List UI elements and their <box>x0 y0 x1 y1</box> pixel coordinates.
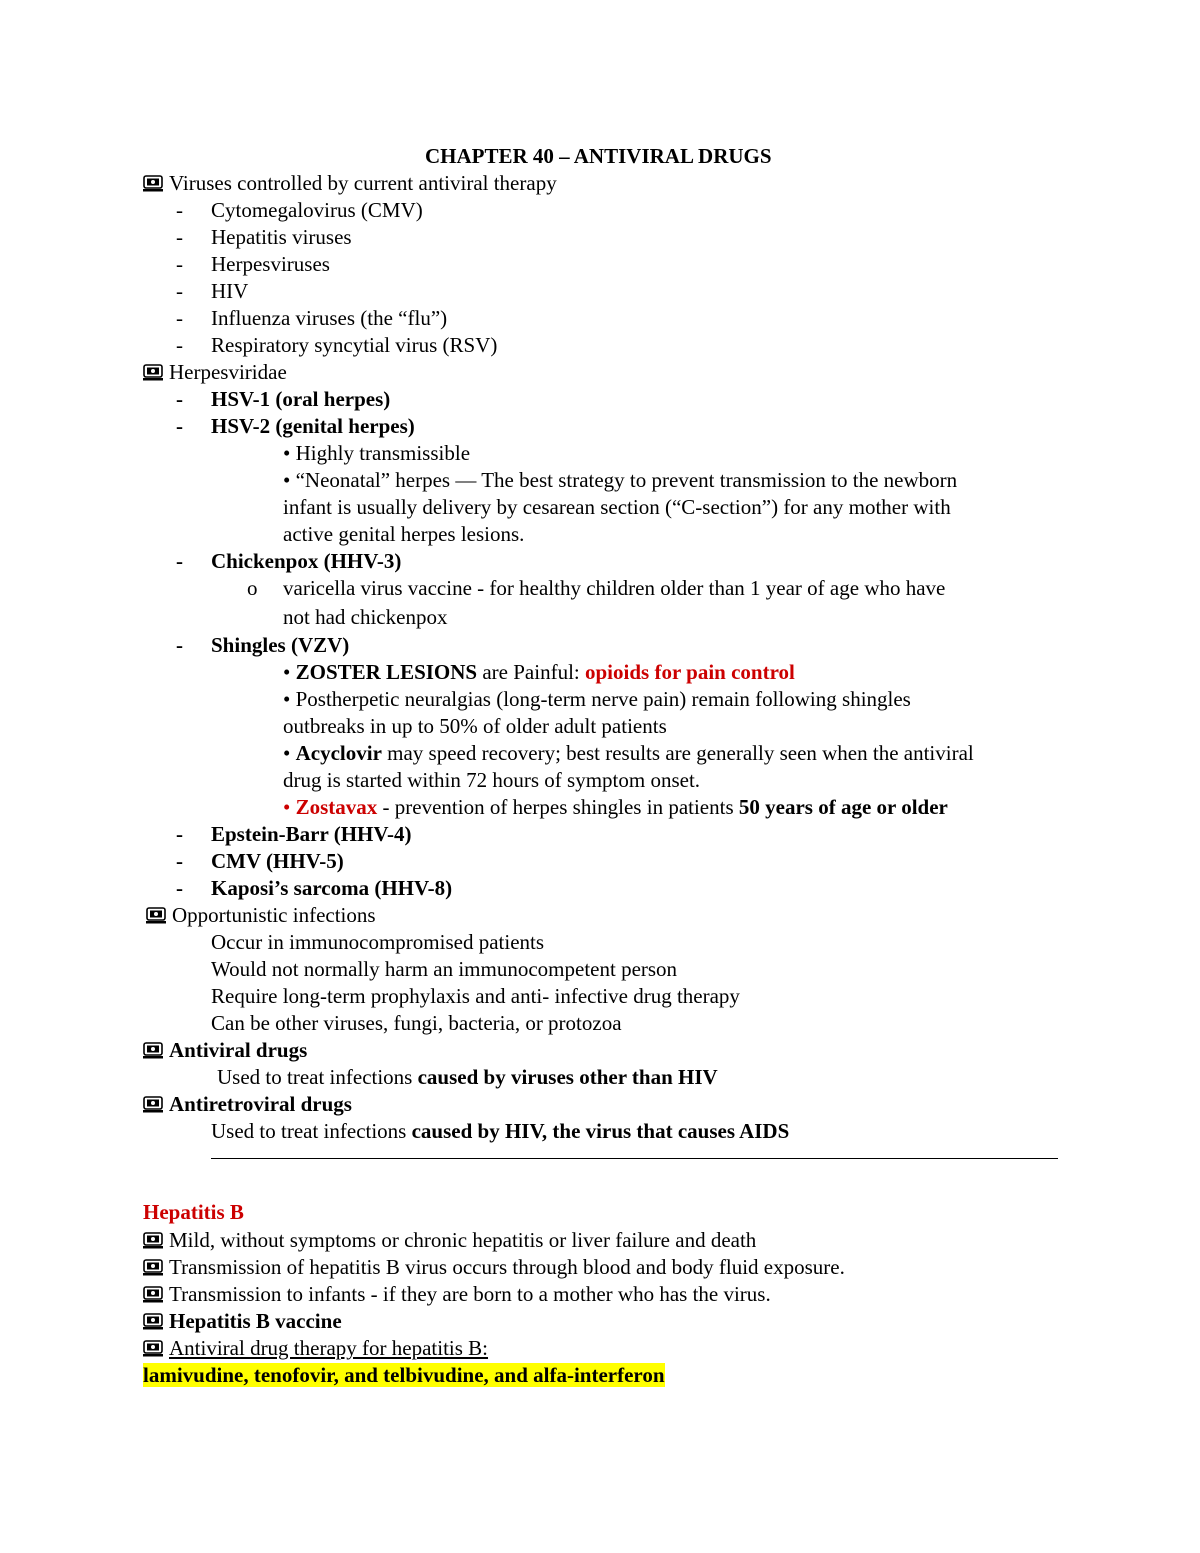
computer-icon <box>143 175 163 192</box>
section-opportunistic-heading: Opportunistic infections <box>146 902 376 929</box>
list-item: - Influenza viruses (the “flu”) <box>176 306 448 330</box>
sub-bullet: • Acyclovir may speed recovery; best results are generally seen when the antiviral <box>283 741 974 765</box>
list-item: - HSV-2 (genital herpes) <box>176 414 415 438</box>
computer-icon <box>143 1096 163 1113</box>
list-item: Occur in immunocompromised patients <box>211 930 545 954</box>
list-item: - CMV (HHV-5) <box>176 849 344 873</box>
sub-bullet: • Postherpetic neuralgias (long-term nerve pain) remain following shingles <box>283 687 911 711</box>
sub-bullet: • Zostavax - prevention of herpes shingles in patients 50 years of age or older <box>283 795 948 819</box>
sub-bullet: • ZOSTER LESIONS are Painful: opioids for pain control <box>283 660 795 684</box>
horizontal-divider <box>211 1158 1058 1159</box>
list-item: - Respiratory syncytial virus (RSV) <box>176 333 498 357</box>
sub-bullet-continued: drug is started within 72 hours of symptom onset. <box>283 768 701 792</box>
computer-icon <box>143 1042 163 1059</box>
computer-icon <box>143 1340 163 1357</box>
sub-bullet: • “Neonatal” herpes — The best strategy to prevent transmission to the newborn <box>283 468 958 492</box>
page-title: CHAPTER 40 – ANTIVIRAL DRUGS <box>425 144 772 168</box>
section-text: Used to treat infections caused by HIV, the virus that causes AIDS <box>211 1119 790 1143</box>
list-item: - HIV <box>176 279 249 303</box>
list-item: - Epstein-Barr (HHV-4) <box>176 822 412 846</box>
computer-icon <box>143 364 163 381</box>
section-viruses-heading: Viruses controlled by current antiviral therapy <box>143 170 557 197</box>
list-item: Antiviral drug therapy for hepatitis B: <box>143 1335 488 1362</box>
sub-bullet-continued: active genital herpes lesions. <box>283 522 525 546</box>
list-item: Mild, without symptoms or chronic hepatitis or liver failure and death <box>143 1227 756 1254</box>
section-antiretroviral-heading: Antiretroviral drugs <box>143 1091 352 1118</box>
computer-icon <box>143 1313 163 1330</box>
list-item: Hepatitis B vaccine <box>143 1308 342 1335</box>
list-item: - Shingles (VZV) <box>176 633 350 657</box>
highlighted-drug-list: lamivudine, tenofovir, and telbivudine, and alfa-interferon <box>143 1363 665 1387</box>
sub-bullet: • Highly transmissible <box>283 441 471 465</box>
sub-bullet-continued: outbreaks in up to 50% of older adult patients <box>283 714 667 738</box>
sub-item-continued: not had chickenpox <box>283 605 448 629</box>
computer-icon <box>146 907 166 924</box>
list-item: - Chickenpox (HHV-3) <box>176 549 402 573</box>
list-item: - Hepatitis viruses <box>176 225 352 249</box>
hepatitis-b-heading: Hepatitis B <box>143 1200 244 1224</box>
list-item: - Kaposi’s sarcoma (HHV-8) <box>176 876 453 900</box>
list-item: Require long-term prophylaxis and anti- infective drug therapy <box>211 984 740 1008</box>
list-item: Transmission to infants - if they are born to a mother who has the virus. <box>143 1281 771 1308</box>
list-item: - Cytomegalovirus (CMV) <box>176 198 423 222</box>
list-item: Would not normally harm an immunocompetent person <box>211 957 678 981</box>
sub-item: o varicella virus vaccine - for healthy children older than 1 year of age who have <box>247 576 946 600</box>
section-antiviral-heading: Antiviral drugs <box>143 1037 307 1064</box>
computer-icon <box>143 1286 163 1303</box>
list-item: - HSV-1 (oral herpes) <box>176 387 391 411</box>
list-item: - Herpesviruses <box>176 252 330 276</box>
section-herpesviridae-heading: Herpesviridae <box>143 359 287 386</box>
computer-icon <box>143 1232 163 1249</box>
section-text: Used to treat infections caused by viruses other than HIV <box>217 1065 718 1089</box>
sub-bullet-continued: infant is usually delivery by cesarean section (“C-section”) for any mother with <box>283 495 951 519</box>
list-item: Can be other viruses, fungi, bacteria, or protozoa <box>211 1011 622 1035</box>
list-item: Transmission of hepatitis B virus occurs through blood and body fluid exposure. <box>143 1254 845 1281</box>
computer-icon <box>143 1259 163 1276</box>
